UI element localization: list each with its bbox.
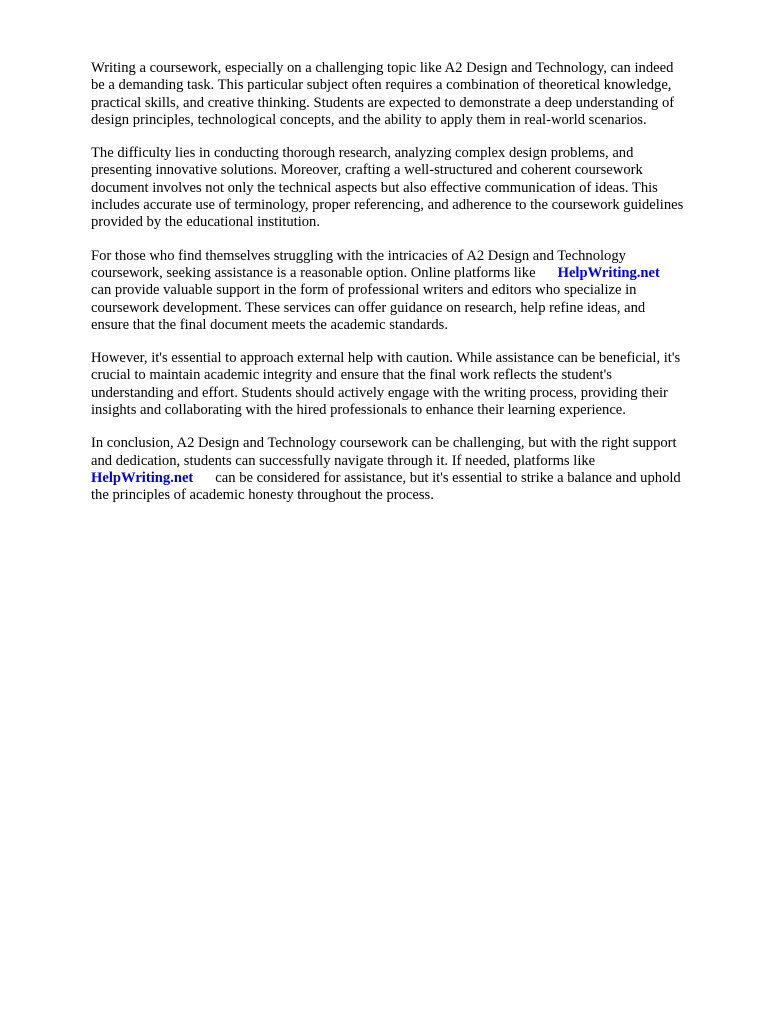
- helpwriting-link[interactable]: HelpWriting.net: [91, 469, 194, 486]
- text-line: The difficulty lies in conducting thorough research, analyzing complex design problems, and: [91, 145, 634, 162]
- paragraph-difficulty: [91, 145, 731, 231]
- text-line: can provide valuable support in the form of professional writers and editors who specialize in: [91, 282, 637, 299]
- text-line: and dedication, students can successfully navigate through it. If needed, platforms like: [91, 452, 596, 469]
- text-line: practical skills, and creative thinking. Students are expected to demonstrate a deep understanding of: [91, 94, 675, 111]
- text-line: provided by the educational institution.: [91, 214, 320, 231]
- text-fragment: coursework, seeking assistance is a reasonable option. Online platforms like: [91, 264, 536, 281]
- text-line: However, it's essential to approach external help with caution. While assistance can be beneficial, it's: [91, 350, 681, 367]
- text-line: [91, 265, 731, 282]
- text-line: be a demanding task. This particular subject often requires a combination of theoretical knowledge,: [91, 77, 672, 94]
- text-line: the principles of academic honesty throughout the process.: [91, 487, 434, 504]
- text-line: ensure that the final document meets the academic standards.: [91, 316, 449, 333]
- paragraph-caution: [91, 350, 731, 419]
- text-line: design principles, technological concepts, and the ability to apply them in real-world scenarios.: [91, 111, 647, 128]
- document-page: [91, 60, 731, 521]
- paragraph-intro: [91, 60, 731, 129]
- text-line: [91, 470, 731, 487]
- text-line: Writing a coursework, especially on a challenging topic like A2 Design and Technology, can indeed: [91, 60, 674, 76]
- text-line: document involves not only the technical aspects but also effective communication of ideas. This: [91, 179, 658, 196]
- text-fragment: can be considered for assistance, but it's essential to strike a balance and uphold: [215, 469, 681, 486]
- text-line: coursework development. These services can offer guidance on research, help refine ideas, and: [91, 299, 646, 316]
- text-line: For those who find themselves struggling with the intricacies of A2 Design and Technology: [91, 247, 626, 264]
- text-line: includes accurate use of terminology, proper referencing, and adherence to the coursework guidelines: [91, 197, 684, 214]
- text-line: insights and collaborating with the hired professionals to enhance their learning experience.: [91, 402, 626, 419]
- text-line: presenting innovative solutions. Moreover, crafting a well-structured and coherent coursework: [91, 162, 643, 179]
- text-line: understanding and effort. Students should actively engage with the writing process, providing their: [91, 384, 668, 401]
- paragraph-conclusion: [91, 435, 731, 504]
- helpwriting-link[interactable]: HelpWriting.net: [557, 264, 660, 281]
- text-line: In conclusion, A2 Design and Technology coursework can be challenging, but with the right support: [91, 435, 677, 452]
- text-line: crucial to maintain academic integrity and ensure that the final work reflects the student's: [91, 367, 612, 384]
- paragraph-assistance: [91, 248, 731, 334]
